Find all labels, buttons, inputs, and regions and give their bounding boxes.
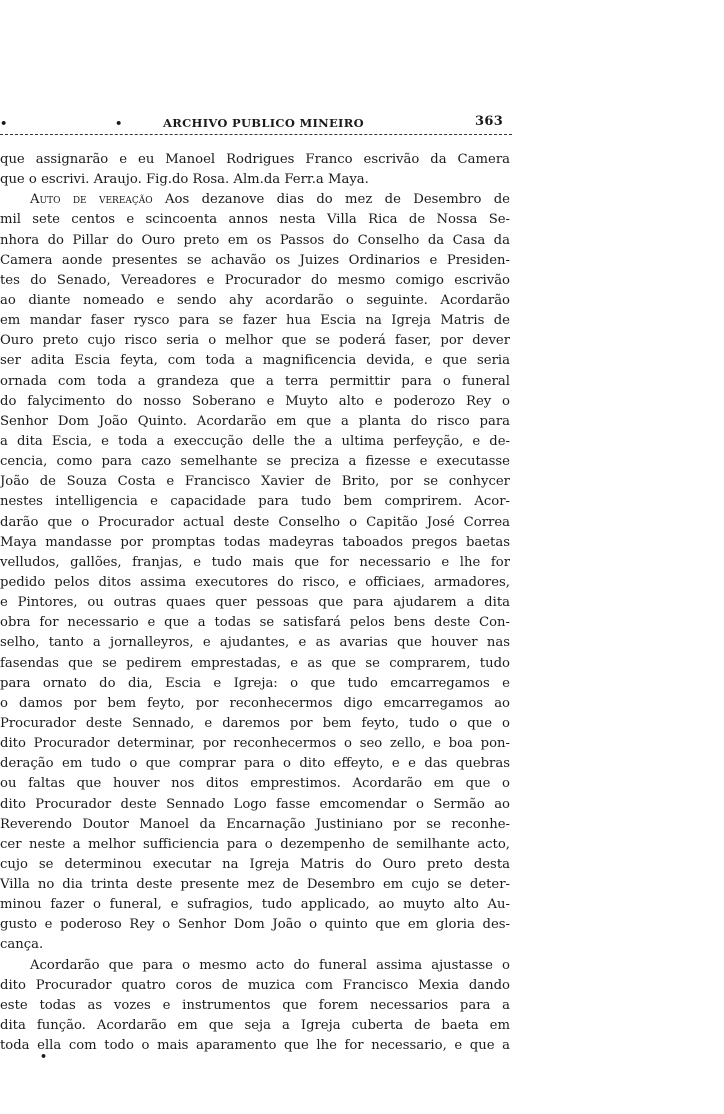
text-line bbox=[0, 996, 510, 1016]
text-line bbox=[0, 452, 510, 472]
text-line bbox=[0, 231, 510, 251]
text-line bbox=[0, 533, 510, 553]
line-text: Aos dezanove dias do mez de Desembro de bbox=[152, 192, 510, 208]
line-text: Camera aonde presentes se achavão os Juizes Ordinarios e Presiden- bbox=[0, 252, 510, 268]
line-text: gusto e poderoso Rey o Senhor Dom João o quinto que em gloria des- bbox=[0, 917, 510, 933]
line-text: nhora do Pillar do Ouro preto em os Passos do Conselho da Casa da bbox=[0, 232, 510, 248]
text-line bbox=[0, 392, 510, 412]
text-line bbox=[0, 875, 510, 895]
text-line bbox=[0, 271, 510, 291]
text-line bbox=[0, 513, 510, 533]
line-text: Reverendo Doutor Manoel da Encarnação Justiniano por se reconhe- bbox=[0, 816, 510, 832]
line-text: minou fazer o funeral, e sufragios, tudo applicado, ao muyto alto Au- bbox=[0, 897, 510, 913]
line-text: dito Procurador deste Sennado Logo fasse emcomendar o Sermão ao bbox=[0, 796, 510, 812]
line-text: tes do Senado, Vereadores e Procurador do mesmo comigo escrivão bbox=[0, 272, 510, 288]
text-line bbox=[0, 654, 510, 674]
line-text: João de Souza Costa e Francisco Xavier de Brito, por se conhycer bbox=[0, 474, 510, 490]
line-text: Villa no dia trinta deste presente mez de Desembro em cujo se deter- bbox=[0, 877, 510, 893]
text-line bbox=[0, 573, 510, 593]
line-text: Maya mandasse por promptas todas madeyras taboados pregos baetas bbox=[0, 534, 510, 550]
text-line bbox=[0, 311, 510, 331]
line-text: dito Procurador quatro coros de muzica com Francisco Mexia dando bbox=[0, 977, 510, 993]
line-text: selho, tanto a jornalleyros, e ajudantes, e as avarias que houver nas bbox=[0, 635, 510, 651]
line-text: cencia, como para cazo semelhante se preciza a fizesse e executasse bbox=[0, 454, 510, 470]
line-text: ao diante nomeado e sendo ahy acordarão o seguinte. Acordarão bbox=[0, 292, 510, 308]
line-text: ser adita Escia feyta, com toda a magnificencia devida, e que seria bbox=[0, 353, 510, 369]
line-text: velludos, gallões, franjas, e tudo mais que for necessario e lhe for bbox=[0, 554, 510, 570]
text-line bbox=[0, 150, 510, 170]
line-text: mil sete centos e scincoenta annos nesta Villa Rica de Nossa Se- bbox=[0, 212, 510, 228]
line-text: o damos por bem feyto, por reconhecermos digo emcarregamos ao bbox=[0, 695, 510, 711]
text-line bbox=[0, 553, 510, 573]
text-line bbox=[0, 754, 510, 774]
text-line bbox=[0, 895, 510, 915]
line-text: toda ella com todo o mais aparamento que lhe for necessario, e que a bbox=[0, 1038, 510, 1054]
text-line bbox=[0, 472, 510, 492]
running-header bbox=[0, 112, 520, 134]
line-text: e Pintores, ou outras quaes quer pessoas que para ajudarem a dita bbox=[0, 595, 510, 611]
body-text bbox=[0, 150, 510, 1056]
text-line bbox=[0, 815, 510, 835]
text-line bbox=[0, 633, 510, 653]
line-text: cer neste a melhor sufficiencia para o dezempenho de semilhante acto, bbox=[0, 836, 510, 852]
text-line bbox=[0, 714, 510, 734]
line-text: Acordarão que para o mesmo acto do funeral assima ajustasse o bbox=[30, 957, 510, 973]
line-text: dita função. Acordarão em que seja a Igreja cuberta de baeta em bbox=[0, 1018, 510, 1034]
line-text: que assignarão e eu Manoel Rodrigues Franco escrivão da Camera bbox=[0, 152, 510, 167]
text-line bbox=[0, 372, 510, 392]
section-heading: Auto de vereação bbox=[30, 192, 153, 208]
text-line bbox=[0, 1036, 510, 1056]
line-text: deração em tudo o que comprar para o dito effeyto, e e das quebras bbox=[0, 756, 510, 772]
line-text: nestes intelligencia e capacidade para tudo bem comprirem. Acor- bbox=[0, 494, 510, 510]
line-text: para ornato do dia, Escia e Igreja: o que tudo emcarregamos e bbox=[0, 675, 510, 691]
text-line bbox=[0, 412, 510, 432]
text-line bbox=[0, 935, 510, 955]
line-text: Senhor Dom João Quinto. Acordarão em que a planta do risco para bbox=[0, 413, 510, 429]
text-line bbox=[0, 432, 510, 452]
text-line bbox=[0, 956, 510, 976]
text-line bbox=[0, 694, 510, 714]
line-text: Ouro preto cujo risco seria o melhor que se poderá faser, por dever bbox=[0, 333, 510, 349]
text-line bbox=[0, 976, 510, 996]
line-text: obra for necessario e que a todas se satisfará pelos bens deste Con- bbox=[0, 615, 510, 631]
header-bullet-left: • bbox=[0, 116, 8, 130]
text-line bbox=[0, 291, 510, 311]
text-line bbox=[0, 331, 510, 351]
text-line bbox=[0, 492, 510, 512]
line-text: darão que o Procurador actual deste Conselho o Capitão José Correa bbox=[0, 514, 510, 530]
header-bullet-center: • bbox=[115, 116, 123, 130]
line-text: cança. bbox=[0, 937, 44, 953]
footer-bullet: • bbox=[40, 1050, 48, 1063]
line-text: a dita Escia, e toda a execcução delle the a ultima perfeyção, e de- bbox=[0, 433, 510, 449]
line-text: cujo se determinou executar na Igreja Matris do Ouro preto desta bbox=[0, 856, 510, 872]
text-line bbox=[0, 613, 510, 633]
text-line bbox=[0, 674, 510, 694]
line-text: ornada com toda a grandeza que a terra permittir para o funeral bbox=[0, 373, 510, 389]
text-line bbox=[0, 835, 510, 855]
text-line bbox=[0, 351, 510, 371]
page-number: 363 bbox=[475, 114, 504, 129]
text-line bbox=[0, 734, 510, 754]
line-text: ou faltas que houver nos ditos emprestimos. Acordarão em que o bbox=[0, 776, 510, 792]
text-line bbox=[0, 774, 510, 794]
text-line bbox=[0, 1016, 510, 1036]
text-line bbox=[0, 795, 510, 815]
line-text: dito Procurador determinar, por reconhecermos o seo zello, e boa pon- bbox=[0, 736, 510, 752]
text-line bbox=[0, 210, 510, 230]
line-text: que o escrivi. Araujo. Fig.do Rosa. Alm.da Ferr.a Maya. bbox=[0, 172, 369, 188]
line-text: do falycimento do nosso Soberano e Muyto alto e poderozo Rey o bbox=[0, 393, 510, 409]
text-line bbox=[0, 915, 510, 935]
header-rule bbox=[0, 134, 512, 135]
text-line bbox=[0, 251, 510, 271]
line-text: pedido pelos ditos assima executores do risco, e officiaes, armadores, bbox=[0, 574, 510, 590]
text-line bbox=[0, 190, 510, 210]
header-title: ARCHIVO PUBLICO MINEIRO bbox=[163, 116, 364, 130]
line-text: fasendas que se pedirem emprestadas, e as que se comprarem, tudo bbox=[0, 655, 510, 671]
text-line bbox=[0, 170, 510, 190]
text-line bbox=[0, 593, 510, 613]
line-text: este todas as vozes e instrumentos que forem necessarios para a bbox=[0, 997, 510, 1013]
line-text: em mandar faser rysco para se fazer hua Escia na Igreja Matris de bbox=[0, 313, 510, 329]
text-line bbox=[0, 855, 510, 875]
line-text: Procurador deste Sennado, e daremos por bem feyto, tudo o que o bbox=[0, 715, 510, 731]
